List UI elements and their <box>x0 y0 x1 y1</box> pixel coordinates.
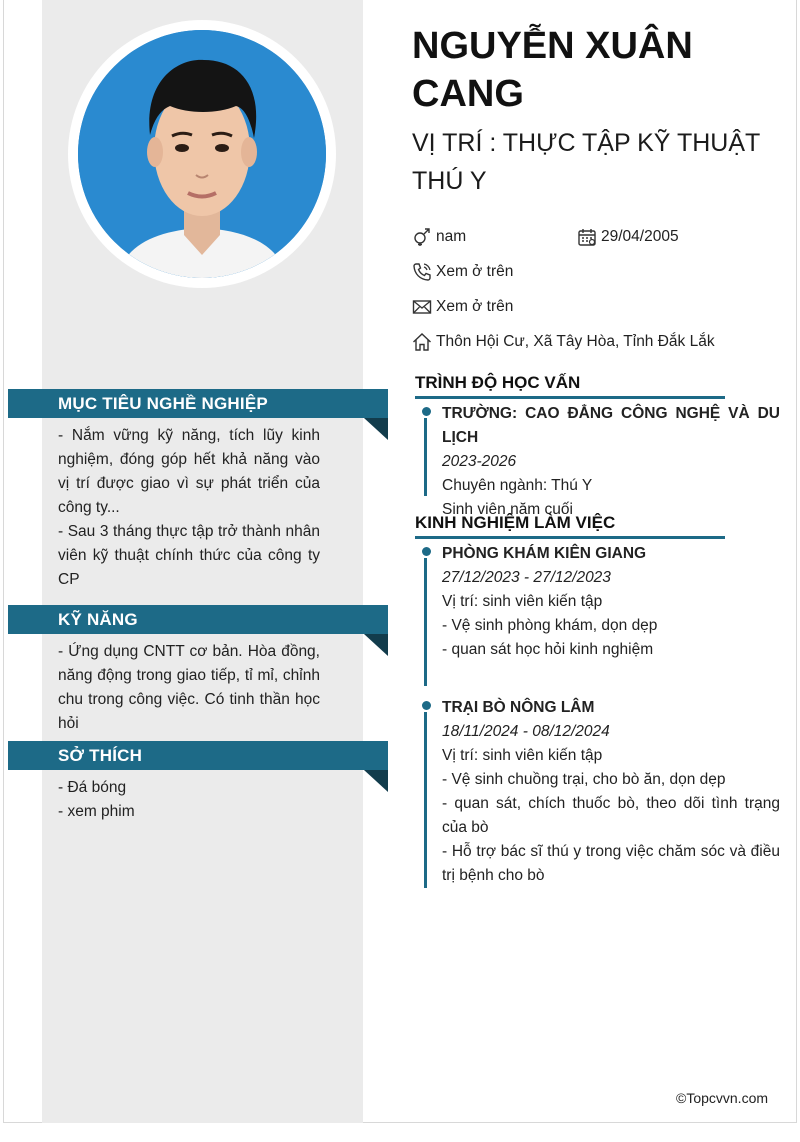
phone-icon <box>412 262 432 282</box>
email-value: Xem ở trên <box>436 298 514 315</box>
address-value: Thôn Hội Cư, Xã Tây Hòa, Tỉnh Đắk Lắk <box>436 333 715 350</box>
experience-line: - Hỗ trợ bác sĩ thú y trong việc chăm sóc và điều trị bệnh cho bò <box>442 843 780 884</box>
candidate-name: NGUYỄN XUÂN CANG <box>412 25 693 115</box>
email-info <box>412 297 513 317</box>
experience-line: - Vệ sinh chuồng trại, cho bò ăn, dọn dẹp <box>442 771 726 788</box>
timeline-dot <box>422 407 431 416</box>
avatar <box>78 30 326 278</box>
gender-icon <box>412 227 432 247</box>
timeline-dot <box>422 547 431 556</box>
job-position: VỊ TRÍ : THỰC TẬP KỸ THUẬT THÚ Y <box>412 129 760 195</box>
phone-value: Xem ở trên <box>436 263 514 280</box>
company-name: TRẠI BÒ NÔNG LÂM <box>442 699 595 716</box>
school-name: TRƯỜNG: CAO ĐẲNG CÔNG NGHỆ VÀ DU LỊCH <box>442 405 780 446</box>
objective-text <box>58 424 320 592</box>
gender-info <box>412 227 466 247</box>
avatar-frame <box>68 20 336 288</box>
objective-heading: MỤC TIÊU NGHỀ NGHIỆP <box>8 389 388 418</box>
ribbon-fold-decoration <box>364 770 388 792</box>
cv-page <box>3 0 797 1123</box>
objective-line: - Nắm vững kỹ năng, tích lũy kinh nghiệm, đóng góp hết khả năng vào vị trí được giao vì sự phát triển của công ty... <box>58 427 320 516</box>
experience-entry <box>422 542 780 662</box>
education-entry <box>422 402 780 522</box>
birthdate-value: 29/04/2005 <box>601 228 679 245</box>
gender-value: nam <box>436 228 467 245</box>
timeline-dot <box>422 701 431 710</box>
timeline-bar <box>424 712 427 888</box>
hobbies-heading: SỞ THÍCH <box>8 741 388 770</box>
company-name: PHÒNG KHÁM KIÊN GIANG <box>442 545 647 562</box>
footer-credit: ©Topcvvn.com <box>676 1090 769 1106</box>
timeline-bar <box>424 418 427 496</box>
experience-period: 18/11/2024 - 08/12/2024 <box>442 723 610 740</box>
birthdate-info <box>577 227 679 247</box>
address-info <box>412 332 715 352</box>
portrait-photo <box>78 30 326 278</box>
education-heading: TRÌNH ĐỘ HỌC VẤN <box>415 371 725 399</box>
experience-line: - quan sát, chích thuốc bò, theo dõi tình trạng của bò <box>442 795 780 836</box>
ribbon-fold-decoration <box>364 634 388 656</box>
experience-line: Vị trí: sinh viên kiến tập <box>442 747 603 764</box>
hobby-item: - xem phim <box>58 803 135 820</box>
objective-line: - Sau 3 tháng thực tập trở thành nhân viên kỹ thuật chính thức của công ty CP <box>58 523 320 588</box>
skills-heading: KỸ NĂNG <box>8 605 388 634</box>
timeline-bar <box>424 558 427 686</box>
skills-text <box>58 640 320 736</box>
hobby-item: - Đá bóng <box>58 779 127 796</box>
ribbon-fold-decoration <box>364 418 388 440</box>
education-major: Chuyên ngành: Thú Y <box>442 477 593 494</box>
experience-line: - quan sát học hỏi kinh nghiệm <box>442 641 654 658</box>
experience-heading: KINH NGHIỆM LÀM VIỆC <box>415 511 725 539</box>
education-period: 2023-2026 <box>442 453 517 470</box>
home-icon <box>412 332 432 352</box>
education-note: Sinh viên năm cuối <box>442 501 573 518</box>
experience-line: - Vệ sinh phòng khám, dọn dẹp <box>442 617 658 634</box>
skills-line: - Ứng dụng CNTT cơ bản. Hòa đồng, năng động trong giao tiếp, tỉ mỉ, chỉnh chu trong công việc. Có tinh thần học hỏi <box>58 643 320 732</box>
experience-line: Vị trí: sinh viên kiến tập <box>442 593 603 610</box>
hobbies-text <box>58 776 320 824</box>
experience-period: 27/12/2023 - 27/12/2023 <box>442 569 611 586</box>
experience-entry <box>422 696 780 888</box>
mail-icon <box>412 297 432 317</box>
phone-info <box>412 262 513 282</box>
calendar-icon <box>577 227 597 247</box>
